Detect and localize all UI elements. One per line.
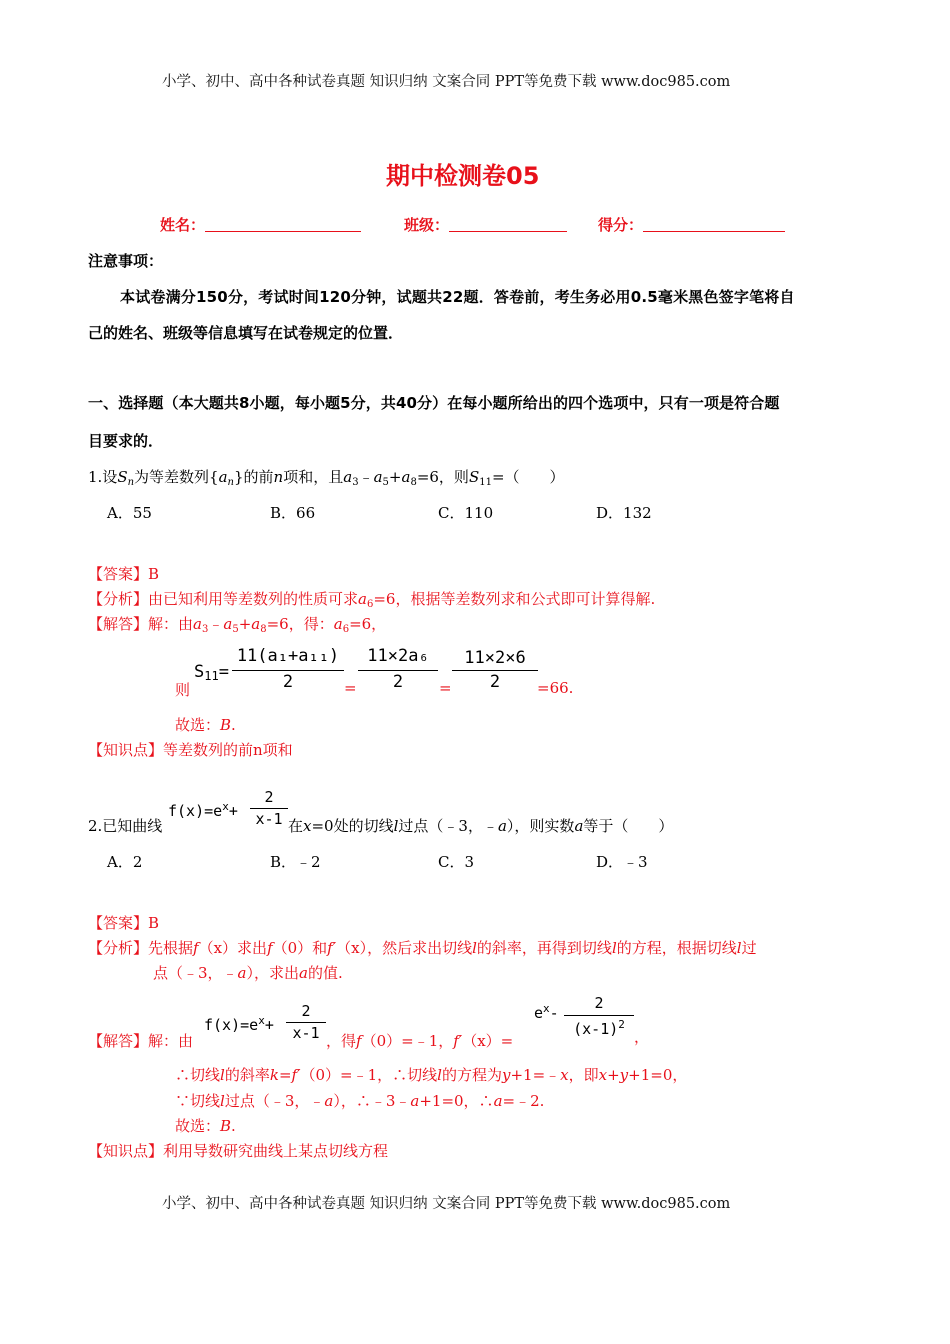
q2-solution-line-4: ∵切线l过点（﹣3，﹣a），∴﹣3﹣a+1=0，∴a=﹣2. — [175, 1092, 545, 1110]
q1-then: 则 — [175, 681, 191, 699]
class-field — [404, 214, 567, 235]
name-blank — [205, 217, 361, 232]
notice-line-1: 本试卷满分150分，考试时间120分钟，试题共22题．答卷前，考生务必用0.5毫米黑色签字笔将自 — [120, 288, 795, 306]
q1-solution-line-1: 【解答】解：由$a_3﹣a_5+a_8=6$，得：$a_6=6$， — [88, 615, 387, 635]
q1-answer: 【答案】B — [88, 565, 160, 583]
q1-analysis: 【分析】由已知利用等差数列的性质可求$a_6=6$，根据等差数列求和公式即可计算得解. — [88, 590, 656, 610]
q2-function-fraction: 2 x-1 — [250, 788, 288, 832]
q1-fraction-3: 11×2×6 2 — [452, 646, 538, 694]
q2-option-a: A．2 — [107, 853, 143, 871]
q2-solution-fraction: 2 x-1 — [286, 1002, 326, 1046]
q2-option-b: B．﹣2 — [270, 853, 321, 871]
q2-option-d: D．﹣3 — [596, 853, 648, 871]
score-field — [598, 214, 785, 235]
page-footer: 小学、初中、高中各种试卷真题 知识归纳 文案合同 PPT等免费下载 www.doc985.com — [162, 1196, 731, 1212]
notice-heading: 注意事项： — [88, 252, 164, 270]
question-2-stem: 在x=0处的切线l过点（﹣3，﹣a），则实数a等于（ ） — [288, 817, 674, 835]
q2-solution-mid: ，得f（0）=﹣1，f′（x）= — [326, 1032, 514, 1050]
q2-derivative-exp: $e^x-$ — [534, 1002, 559, 1022]
answer-tag: 【答案】 — [88, 565, 149, 583]
score-blank — [643, 217, 785, 232]
page-header: 小学、初中、高中各种试卷真题 知识归纳 文案合同 PPT等免费下载 www.doc985.com — [162, 74, 731, 90]
q2-derivative-fraction: 2 $(x-1)^2$ — [564, 994, 634, 1042]
section-1-line-2: 目要求的． — [88, 432, 164, 450]
q1-eq-2: = — [439, 679, 452, 697]
q2-solution-prefix: 【解答】解：由 — [88, 1032, 194, 1050]
section-1-line-1: 一、选择题（本大题共8小题，每小题5分，共40分）在每小题所给出的四个选项中，只有一项是符合题 — [88, 394, 780, 412]
q1-option-a: A．55 — [107, 504, 152, 522]
solution-tag: 【解答】 — [88, 1032, 149, 1050]
q1-s11: $S_{11}=$ — [194, 662, 229, 683]
q1-option-b: B．66 — [270, 504, 316, 522]
q2-knowledge: 【知识点】利用导数研究曲线上某点切线方程 — [88, 1142, 389, 1160]
q2-solution-function: $f(x)=e^x+$ — [204, 1014, 274, 1034]
q2-analysis-line-2: 点（﹣3，﹣a），求出a的值. — [153, 964, 343, 982]
q2-analysis-line-1: 【分析】先根据f（x）求出f（0）和f′（x），然后求出切线l的斜率，再得到切线l的方程，根据切线l过 — [88, 939, 757, 957]
analysis-tag: 【分析】 — [88, 939, 149, 957]
class-blank — [449, 217, 567, 232]
page-title: 期中检测卷05 — [386, 162, 540, 190]
q1-eq-1: = — [344, 679, 357, 697]
class-label: 班级： — [404, 216, 450, 234]
question-1-stem: 1.设$S_n$为等差数列$\{a_n\}$的前n项和，且$a_3﹣a_5+a_8=6$，则$S_{11}=$（ ） — [88, 468, 565, 488]
q1-knowledge: 【知识点】等差数列的前n项和 — [88, 741, 293, 759]
knowledge-tag: 【知识点】 — [88, 1142, 164, 1160]
q2-option-c: C．3 — [438, 853, 475, 871]
notice-line-2: 己的姓名、班级等信息填写在试卷规定的位置． — [88, 324, 404, 342]
q2-answer: 【答案】B — [88, 914, 160, 932]
analysis-tag: 【分析】 — [88, 590, 149, 608]
q2-derivative-comma: ， — [634, 1028, 650, 1046]
q1-fraction-2: 11×2a₆ 2 — [358, 646, 438, 694]
q2-solution-line-3: ∴切线l的斜率k=f′（0）=﹣1，∴切线l的方程为y+1=﹣x，即x+y+1=0， — [175, 1066, 688, 1084]
name-label: 姓名： — [160, 216, 206, 234]
q2-stem-prefix: 2.已知曲线 — [88, 817, 163, 835]
q2-choice: 故选：B. — [175, 1117, 236, 1135]
q1-result: =66. — [537, 679, 574, 697]
answer-tag: 【答案】 — [88, 914, 149, 932]
q1-choice: 故选：B. — [175, 716, 236, 734]
name-field — [160, 214, 361, 235]
solution-tag: 【解答】 — [88, 615, 149, 633]
knowledge-tag: 【知识点】 — [88, 741, 164, 759]
q1-option-d: D．132 — [596, 504, 652, 522]
score-label: 得分： — [598, 216, 644, 234]
q1-fraction-1: 11(a₁+a₁₁) 2 — [232, 646, 344, 694]
q1-option-c: C．110 — [438, 504, 494, 522]
q2-function: $f(x)=e^x+$ — [168, 800, 238, 820]
